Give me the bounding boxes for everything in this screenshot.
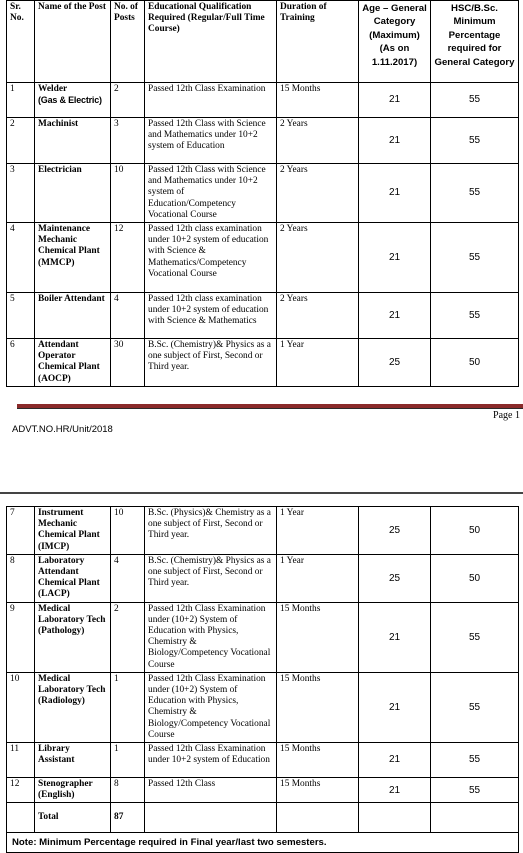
header-sr: Sr. No. (7, 1, 35, 83)
total-empty-cell (431, 803, 519, 833)
header-percentage: HSC/B.Sc. Minimum Percentage required for General Category (431, 1, 519, 83)
duration-cell: 15 Months (277, 602, 359, 672)
age-cell: 21 (359, 223, 431, 293)
table-row (7, 118, 519, 164)
qualification-cell: Passed 12th class examination under 10+2 system of education with Science & Mathematics/Competency Vocational Course (145, 223, 277, 293)
page-separator (0, 492, 523, 494)
header-posts: No. of Posts (111, 1, 145, 83)
sr-cell: 11 (7, 743, 35, 778)
qualification-cell: Passed 12th Class with Science and Mathematics under 10+2 system of Education/Competency Vocational Course (145, 164, 277, 223)
duration-cell: 15 Months (277, 778, 359, 803)
age-cell: 25 (359, 507, 431, 555)
post-cell: Machinist (35, 118, 111, 164)
table-row (7, 602, 519, 672)
duration-cell: 2 Years (277, 118, 359, 164)
sr-cell: 2 (7, 118, 35, 164)
qualification-cell: Passed 12th Class Examination under (10+2) System of Education with Physics, Chemistry & Biology/Competency Vocational Course (145, 602, 277, 672)
total-label: Total (35, 803, 111, 833)
sr-cell: 4 (7, 223, 35, 293)
percentage-cell: 55 (431, 602, 519, 672)
header-row (7, 1, 519, 83)
post-cell: Medical Laboratory Tech (Radiology) (35, 672, 111, 742)
posts-cell: 10 (111, 507, 145, 555)
qualification-cell: B.Sc. (Chemistry)& Physics as a one subject of First, Second or Third year. (145, 554, 277, 602)
qualification-cell: Passed 12th Class with Science and Mathematics under 10+2 system of Education (145, 118, 277, 164)
duration-cell: 1 Year (277, 339, 359, 387)
age-cell: 21 (359, 743, 431, 778)
percentage-cell: 55 (431, 118, 519, 164)
total-empty-cell (359, 803, 431, 833)
total-sr-cell (7, 803, 35, 833)
note-text: Note: Minimum Percentage required in Final year/last two semesters. (7, 833, 519, 853)
percentage-cell: 55 (431, 672, 519, 742)
qualification-cell: B.Sc. (Physics)& Chemistry as a one subject of First, Second or Third year. (145, 507, 277, 555)
note-row (7, 833, 519, 853)
sr-cell: 7 (7, 507, 35, 555)
qualification-cell: B.Sc. (Chemistry)& Physics as a one subject of First, Second or Third year. (145, 339, 277, 387)
post-cell: Stenographer (English) (35, 778, 111, 803)
duration-cell: 2 Years (277, 164, 359, 223)
apprentice-table-page1 (6, 0, 519, 387)
table-row (7, 339, 519, 387)
percentage-cell: 55 (431, 83, 519, 118)
percentage-cell: 50 (431, 339, 519, 387)
age-cell: 25 (359, 339, 431, 387)
post-cell: Attendant Operator Chemical Plant (AOCP) (35, 339, 111, 387)
table-row (7, 293, 519, 339)
apprentice-table-page2 (6, 506, 519, 853)
table-row (7, 672, 519, 742)
posts-cell: 1 (111, 672, 145, 742)
page-number: Page 1 (493, 410, 520, 421)
posts-cell: 30 (111, 339, 145, 387)
table-row (7, 164, 519, 223)
posts-cell: 4 (111, 554, 145, 602)
age-cell: 21 (359, 293, 431, 339)
duration-cell: 2 Years (277, 223, 359, 293)
sr-cell: 5 (7, 293, 35, 339)
percentage-cell: 55 (431, 743, 519, 778)
post-cell (35, 83, 111, 118)
percentage-cell: 50 (431, 554, 519, 602)
post-name: Welder (38, 84, 68, 94)
total-empty-cell (277, 803, 359, 833)
post-cell: Boiler Attendant (35, 293, 111, 339)
age-cell: 21 (359, 83, 431, 118)
total-value: 87 (111, 803, 145, 833)
post-cell: Instrument Mechanic Chemical Plant (IMCP) (35, 507, 111, 555)
header-qualification: Educational Qualification Required (Regular/Full Time Course) (145, 1, 277, 83)
posts-cell: 10 (111, 164, 145, 223)
post-cell: Maintenance Mechanic Chemical Plant (MMCP) (35, 223, 111, 293)
table-row (7, 507, 519, 555)
qualification-cell: Passed 12th Class (145, 778, 277, 803)
posts-cell: 1 (111, 743, 145, 778)
post-cell: Electrician (35, 164, 111, 223)
header-duration: Duration of Training (277, 1, 359, 83)
percentage-cell: 55 (431, 293, 519, 339)
qualification-cell: Passed 12th Class Examination under (10+2) System of Education with Physics, Chemistry & Biology/Competency Vocational Course (145, 672, 277, 742)
qualification-cell: Passed 12th Class Examination (145, 83, 277, 118)
table-row (7, 554, 519, 602)
duration-cell: 15 Months (277, 83, 359, 118)
post-note: (Gas & Electric) (38, 95, 102, 106)
advertisement-number: ADVT.NO.HR/Unit/2018 (12, 424, 113, 435)
duration-cell: 2 Years (277, 293, 359, 339)
posts-cell: 8 (111, 778, 145, 803)
percentage-cell: 50 (431, 507, 519, 555)
qualification-cell: Passed 12th Class Examination under 10+2 system of Education (145, 743, 277, 778)
table-row (7, 743, 519, 778)
qualification-cell: Passed 12th class examination under 10+2 system of education with Science & Mathematics (145, 293, 277, 339)
header-post: Name of the Post (35, 1, 111, 83)
age-cell: 21 (359, 672, 431, 742)
table-row (7, 778, 519, 803)
duration-cell: 15 Months (277, 743, 359, 778)
percentage-cell: 55 (431, 164, 519, 223)
sr-cell: 6 (7, 339, 35, 387)
duration-cell: 15 Months (277, 672, 359, 742)
duration-cell: 1 Year (277, 554, 359, 602)
sr-cell: 12 (7, 778, 35, 803)
sr-cell: 10 (7, 672, 35, 742)
posts-cell: 2 (111, 602, 145, 672)
duration-cell: 1 Year (277, 507, 359, 555)
age-cell: 21 (359, 778, 431, 803)
page-footer-rule-thin (17, 408, 523, 409)
post-cell: Laboratory Attendant Chemical Plant (LACP) (35, 554, 111, 602)
posts-cell: 2 (111, 83, 145, 118)
sr-cell: 3 (7, 164, 35, 223)
sr-cell: 9 (7, 602, 35, 672)
table-row (7, 83, 519, 118)
percentage-cell: 55 (431, 778, 519, 803)
sr-cell: 1 (7, 83, 35, 118)
age-cell: 25 (359, 554, 431, 602)
post-cell: Library Assistant (35, 743, 111, 778)
total-empty-cell (145, 803, 277, 833)
posts-cell: 12 (111, 223, 145, 293)
percentage-cell: 55 (431, 223, 519, 293)
header-age: Age – General Category (Maximum) (As on 1.11.2017) (359, 1, 431, 83)
posts-cell: 4 (111, 293, 145, 339)
age-cell: 21 (359, 164, 431, 223)
table-row (7, 223, 519, 293)
age-cell: 21 (359, 602, 431, 672)
age-cell: 21 (359, 118, 431, 164)
total-row (7, 803, 519, 833)
posts-cell: 3 (111, 118, 145, 164)
post-cell: Medical Laboratory Tech (Pathology) (35, 602, 111, 672)
sr-cell: 8 (7, 554, 35, 602)
